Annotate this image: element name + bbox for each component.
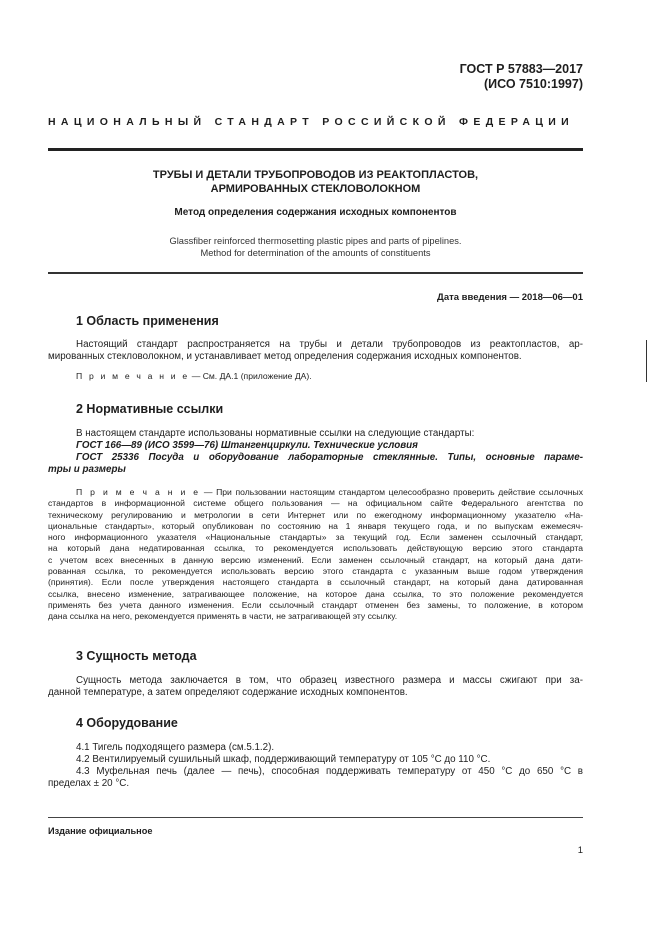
english-title: [48, 235, 583, 259]
note-line: стандартов в информационной системе общего пользования — на официальном сайте Федерального агентства по: [48, 498, 583, 509]
document-subtitle: Метод определения содержания исходных компонентов: [174, 207, 457, 218]
iso-number: (ИСО 7510:1997): [484, 77, 583, 91]
section-4-list: [48, 742, 583, 790]
note-line: (принятия). Если после утверждения настоящего стандарта в ссылочный стандарт, на который дана датированная: [48, 577, 583, 588]
list-item: 4.2 Вентилируемый сушильный шкаф, поддерживающий температуру от 105 °С до 110 °С.: [76, 754, 491, 765]
text-line: мированных стекловолокном, и устанавливает метод определения содержания исходных компонентов.: [48, 351, 522, 362]
section-2-note: [48, 487, 583, 623]
reference-item: ГОСТ 166—89 (ИСО 3599—76) Штангенциркули. Технические условия: [76, 440, 418, 451]
note-line: циональные стандарты», который опубликован по состоянию на 1 января текущего года, и по выпускам ежемесяч-: [48, 520, 583, 531]
title-divider: [48, 272, 583, 274]
section-2-references: [48, 428, 583, 476]
reference-item: ГОСТ 25336 Посуда и оборудование лабораторные стеклянные. Типы, основные параме-: [76, 452, 583, 463]
english-title-line: Glassfiber reinforced thermosetting plastic pipes and parts of pipelines.: [169, 236, 462, 246]
note-line: ссылка, внесено изменение, затрагивающее положение, на которое дана ссылка, то это положение рекомендуется: [48, 588, 583, 599]
header-divider: [48, 148, 583, 151]
title-line: АРМИРОВАННЫХ СТЕКЛОВОЛОКНОМ: [210, 183, 421, 195]
footer-divider: [48, 817, 583, 818]
section-1-paragraph: [48, 339, 583, 363]
text-line: Настоящий стандарт распространяется на трубы и детали трубопроводов из реактопластов, ар-: [76, 339, 583, 350]
section-3-paragraph: [48, 675, 583, 699]
gost-designation: [460, 62, 583, 92]
note-text: — См. ДА.1 (приложение ДА).: [189, 371, 312, 381]
english-title-line: Method for determination of the amounts of constituents: [200, 248, 431, 258]
note-line: рованная ссылка, то рекомендуется использовать версию этого стандарта с указанным выше годом утверждения: [48, 566, 583, 577]
section-heading: 2 Нормативные ссылки: [76, 402, 224, 416]
document-title: [48, 168, 583, 196]
national-standard-banner: НАЦИОНАЛЬНЫЙ СТАНДАРТ РОССИЙСКОЙ ФЕДЕРАЦИИ: [48, 116, 575, 128]
section-heading: 1 Область применения: [76, 314, 219, 328]
title-line: ТРУБЫ И ДЕТАЛИ ТРУБОПРОВОДОВ ИЗ РЕАКТОПЛАСТОВ,: [152, 169, 479, 181]
note-line: дана ссылка на него, рекомендуется применять в части, не затрагивающей эту ссылку.: [48, 611, 398, 622]
section-heading: 4 Оборудование: [76, 716, 178, 730]
reference-item: тры и размеры: [48, 464, 126, 475]
note-line: с учетом всех внесенных в данную версию изменений. Если заменен ссылочный стандарт, на который дана дати-: [48, 554, 583, 565]
text-line: Сущность метода заключается в том, что образец известного размера и массы сжигают при за-: [76, 675, 583, 686]
note-line: ного информационного указателя «Национальные стандарты» за текущий год. Если заменен ссылочный стандарт,: [48, 532, 583, 543]
introduction-date: Дата введения — 2018—06—01: [437, 292, 583, 303]
text-line: данной температуре, а затем определяют содержание исходных компонентов.: [48, 687, 408, 698]
section-heading: 3 Сущность метода: [76, 649, 197, 663]
page-number: 1: [577, 845, 583, 856]
list-item: 4.1 Тигель подходящего размера (см.5.1.2).: [76, 742, 275, 753]
note-label: П р и м е ч а н и е: [76, 371, 190, 381]
note-text: — При пользовании настоящим стандартом целесообразно проверить действие ссылочных: [200, 487, 583, 497]
text-line: В настоящем стандарте использованы нормативные ссылки на следующие стандарты:: [76, 428, 475, 439]
note-label: П р и м е ч а н и е: [76, 487, 201, 497]
section-1-note: [48, 371, 583, 382]
list-item: 4.3 Муфельная печь (далее — печь), способная поддерживать температуру от 450 °С до 650 °С в: [76, 766, 583, 777]
note-line: применять без учета данного изменения. Если ссылочный стандарт отменен без замены, то положение, в котором: [48, 599, 583, 610]
note-line: техническому регулированию и метрологии в сети Интернет или по ежегодному информационному указателю «На-: [48, 509, 583, 520]
margin-change-bar: [646, 340, 647, 382]
gost-number: ГОСТ Р 57883—2017: [459, 62, 583, 76]
list-item: пределах ± 20 °С.: [48, 778, 130, 789]
note-line: на который дана недатированная ссылка, то рекомендуется использовать действующую версию этого стандарта: [48, 543, 583, 554]
edition-label: Издание официальное: [48, 826, 153, 836]
